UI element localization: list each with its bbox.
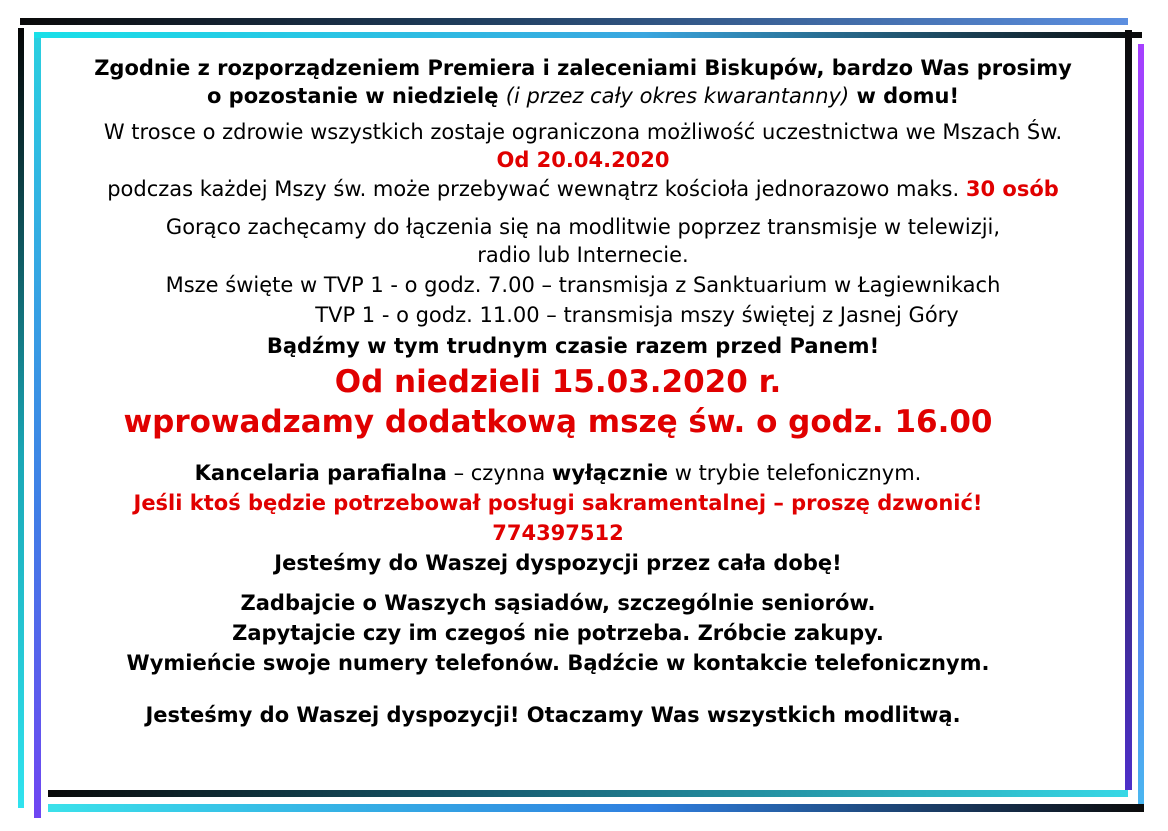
capacity-limit: 30 osób [965, 177, 1059, 201]
frame-top-inner [34, 32, 1142, 38]
line-media: radio lub Internecie. [477, 243, 689, 267]
line-phones: Wymieńcie swoje numery telefonów. Bądźcie w kontakcie telefonicznym. [126, 651, 990, 675]
office-only: wyłącznie [551, 461, 669, 485]
line-tvp-7: Msze święte w TVP 1 - o godz. 7.00 – transmisja z Sanktuarium w Łagiewnikach [165, 273, 1001, 297]
frame-right-inner [1125, 30, 1132, 790]
line-extra-mass: wprowadzamy dodatkową mszę św. o godz. 16.00 [123, 404, 993, 440]
line-health: W trosce o zdrowie wszystkich zostaje ograniczona możliwość uczestnictwa we Mszach Św. [103, 120, 1063, 144]
office-open: – czynna [446, 461, 552, 485]
line-encourage: Gorąco zachęcamy do łączenia się na modlitwie poprzez transmisje w telewizji, [165, 215, 1001, 239]
line-neighbors: Zadbajcie o Waszych sąsiadów, szczególnie seniorów. [240, 591, 876, 615]
frame-bottom-outer [48, 804, 1144, 812]
frame-top-outer [20, 18, 1128, 25]
line-shopping: Zapytajcie czy im czegoś nie potrzeba. Zróbcie zakupy. [232, 621, 884, 645]
line-stay-home [48, 82, 1118, 110]
phone-number: 774397512 [492, 521, 624, 545]
line-sacrament: Jeśli ktoś będzie potrzebował posługi sakramentalnej – proszę dzwonić! [133, 491, 983, 515]
line-prayer: Jesteśmy do Waszej dyspozycji! Otaczamy Was wszystkich modlitwą. [145, 703, 961, 727]
line-capacity [48, 174, 1118, 204]
line-office [0, 458, 1118, 488]
office-name: Kancelaria parafialna [194, 461, 447, 485]
notice-body [48, 50, 1118, 730]
office-mode: w trybie telefonicznym. [668, 461, 922, 485]
at-home-text: w domu! [856, 84, 960, 108]
capacity-text: podczas każdej Mszy św. może przebywać wewnątrz kościoła jednorazowo maks. [107, 177, 960, 201]
frame-right-outer [1138, 44, 1144, 804]
line-decree: Zgodnie z rozporządzeniem Premiera i zaleceniami Biskupów, bardzo Was prosimy [94, 56, 1072, 80]
line-date: Od 20.04.2020 [496, 148, 670, 172]
line-available: Jesteśmy do Waszej dyspozycji przez cała dobę! [274, 551, 842, 575]
quarantine-note: (i przez cały okres kwarantanny) [505, 84, 850, 108]
frame-bottom-inner [48, 790, 1128, 797]
line-sunday: Od niedzieli 15.03.2020 r. [334, 364, 782, 400]
line-together: Bądźmy w tym trudnym czasie razem przed Panem! [266, 334, 880, 358]
line-tvp-11: TVP 1 - o godz. 11.00 – transmisja mszy świętej z Jasnej Góry [315, 303, 959, 327]
stay-home-text: o pozostanie w niedzielę [206, 84, 499, 108]
